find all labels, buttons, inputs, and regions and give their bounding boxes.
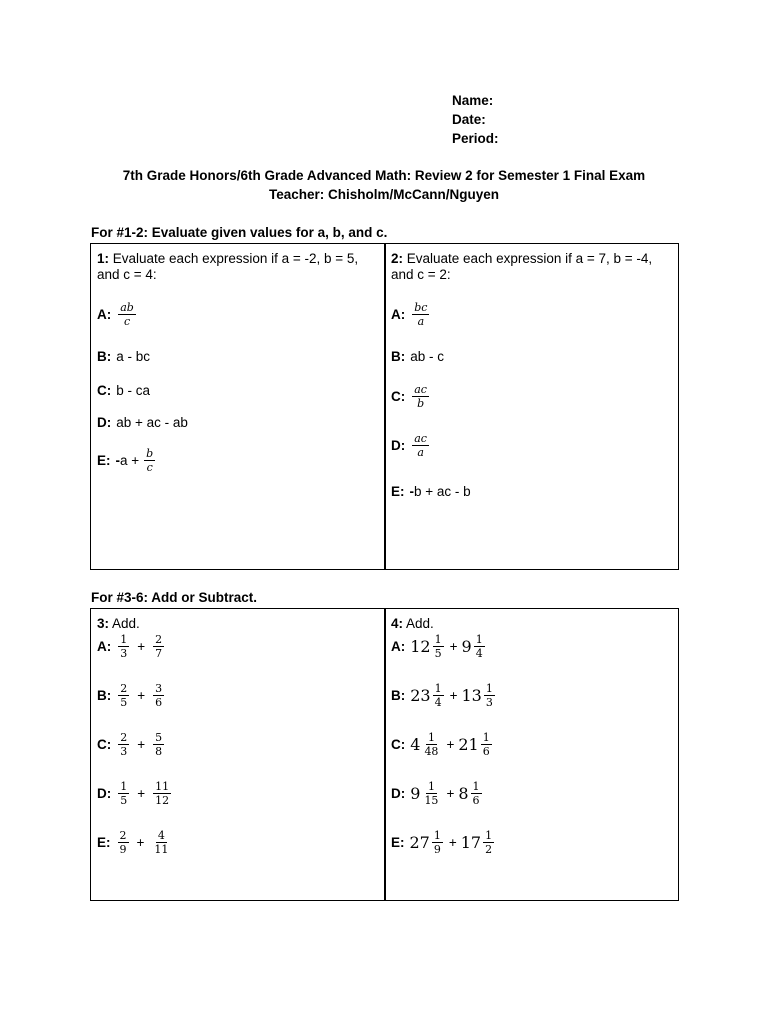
fraction: $\frac{2}{3}$ <box>120 731 128 758</box>
fraction: $\frac{5}{8}$ <box>155 731 163 758</box>
section2-divider <box>384 608 386 901</box>
problem-2a: A: $\frac{bc}{a}$ <box>391 301 428 328</box>
fraction: $\frac{4}{11}$ <box>154 829 169 856</box>
problem-1 <box>97 251 379 283</box>
fraction: $\frac{bc}{a}$ <box>414 301 428 328</box>
problem-3c: C: $\frac{2}{3}$ + $\frac{5}{8}$ <box>97 731 163 758</box>
fraction: $\frac{1}{3}$ <box>485 682 493 709</box>
fraction: $\frac{1}{9}$ <box>433 829 441 856</box>
fraction: $\frac{1}{4}$ <box>434 682 442 709</box>
fraction: $\frac{1}{4}$ <box>475 633 483 660</box>
problem-2d: D: $\frac{ac}{a}$ <box>391 432 427 459</box>
problem-1-intro: 1: Evaluate each expression if a = -2, b = 5, and c = 4: <box>97 251 359 282</box>
fraction: $\frac{1}{6}$ <box>482 731 490 758</box>
fraction: $\frac{1}{2}$ <box>485 829 493 856</box>
fraction: $\frac{1}{48}$ <box>424 731 439 758</box>
page-title: 7th Grade Honors/6th Grade Advanced Math: Review 2 for Semester 1 Final Exam <box>122 168 646 183</box>
fraction: $\frac{1}{5}$ <box>434 633 442 660</box>
problem-2b: B: ab - c <box>391 349 445 364</box>
problem-1e: E: - a + $\frac{b}{c}$ <box>97 447 154 474</box>
date-label: Date: <box>452 112 486 127</box>
problem-4 <box>391 616 673 632</box>
name-label: Name: <box>452 93 494 108</box>
fraction: $\frac{2}{7}$ <box>155 633 163 660</box>
problem-1d: D: ab + ac - ab <box>97 415 188 430</box>
problem-1a: A: $\frac{ab}{c}$ <box>97 301 134 328</box>
problem-1b: B: a - bc <box>97 349 151 364</box>
problem-3e: E: $\frac{2}{9}$ + $\frac{4}{11}$ <box>97 829 169 856</box>
fraction: $\frac{1}{3}$ <box>120 633 128 660</box>
problem-3a: A: $\frac{1}{3}$ + $\frac{2}{7}$ <box>97 633 163 660</box>
problem-4b: B: 23 $\frac{1}{4}$ + 13 $\frac{1}{3}$ <box>391 682 493 709</box>
problem-3-intro: 3: Add. <box>97 616 140 631</box>
fraction: $\frac{1}{15}$ <box>424 780 439 807</box>
problem-2 <box>391 251 673 283</box>
problem-4-intro: 4: Add. <box>391 616 434 631</box>
fraction: $\frac{2}{5}$ <box>120 682 128 709</box>
fraction: $\frac{ac}{b}$ <box>414 383 427 410</box>
problem-3d: D: $\frac{1}{5}$ + $\frac{11}{12}$ <box>97 780 170 807</box>
problem-2c: C: $\frac{ac}{b}$ <box>391 383 427 410</box>
period-label: Period: <box>452 131 499 146</box>
fraction: $\frac{3}{6}$ <box>155 682 163 709</box>
fraction: $\frac{11}{12}$ <box>155 780 170 807</box>
fraction: $\frac{2}{9}$ <box>119 829 127 856</box>
problem-2-intro: 2: Evaluate each expression if a = 7, b = -4, and c = 2: <box>391 251 653 282</box>
problem-2e: E: - b + ac - b <box>391 484 471 499</box>
problem-1c: C: b - ca <box>97 383 151 398</box>
problem-4c: C: 4 $\frac{1}{48}$ + 21 $\frac{1}{6}$ <box>391 731 490 758</box>
fraction: $\frac{1}{5}$ <box>120 780 128 807</box>
section2-heading: For #3-6: Add or Subtract. <box>91 590 258 605</box>
section1-heading: For #1-2: Evaluate given values for a, b, and c. <box>91 225 388 240</box>
section1-divider <box>384 243 386 570</box>
fraction: $\frac{ac}{a}$ <box>414 432 427 459</box>
problem-3b: B: $\frac{2}{5}$ + $\frac{3}{6}$ <box>97 682 163 709</box>
problem-4d: D: 9 $\frac{1}{15}$ + 8 $\frac{1}{6}$ <box>391 780 480 807</box>
fraction: $\frac{ab}{c}$ <box>120 301 134 328</box>
problem-3 <box>97 616 379 632</box>
problem-4a: A: 12 $\frac{1}{5}$ + 9 $\frac{1}{4}$ <box>391 633 483 660</box>
fraction: $\frac{1}{6}$ <box>472 780 480 807</box>
fraction: $\frac{b}{c}$ <box>146 447 154 474</box>
teacher-line: Teacher: Chisholm/McCann/Nguyen <box>268 187 500 202</box>
problem-4e: E: 27 $\frac{1}{9}$ + 17 $\frac{1}{2}$ <box>391 829 493 856</box>
